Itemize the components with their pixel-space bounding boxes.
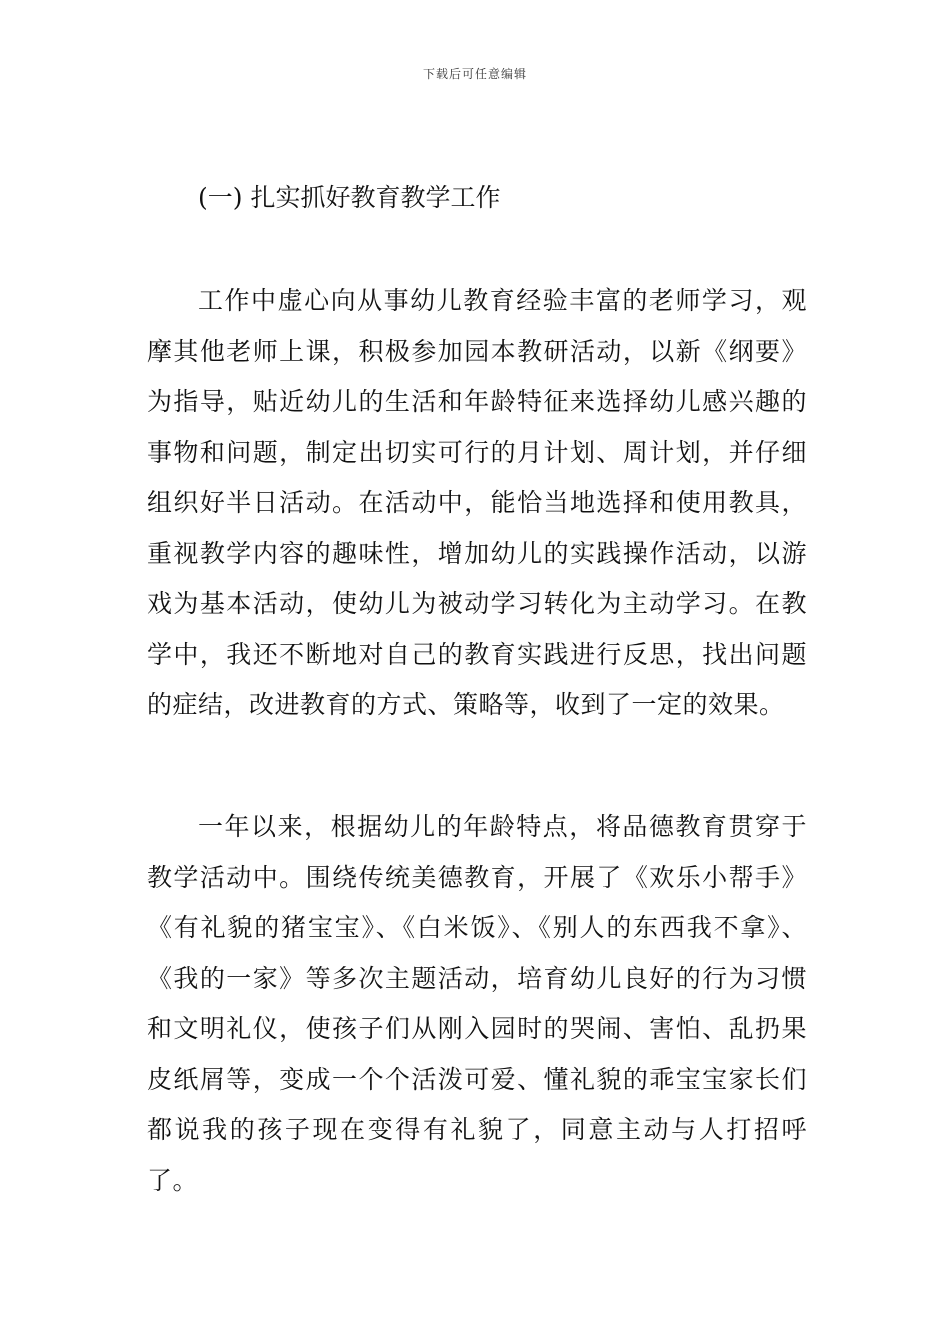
body-paragraph-1: 工作中虚心向从事幼儿教育经验丰富的老师学习，观摩其他老师上课，积极参加园本教研活动，以新《纲要》为指导，贴近幼儿的生活和年龄特征来选择幼儿感兴趣的事物和问题，制定出切实可行的月计划、周计划，并仔细组织好半日活动。在活动中，能恰当地选择和使用教具，重视教学内容的趣味性，增加幼儿的实践操作活动，以游戏为基本活动，使幼儿为被动学习转化为主动学习。在教学中，我还不断地对自己的教育实践进行反思，找出问题的症结，改进教育的方式、策略等，收到了一定的效果。 bbox=[147, 286, 807, 719]
header-note: 下载后可任意编辑 bbox=[422, 67, 527, 81]
body-paragraph-2: 一年以来，根据幼儿的年龄特点，将品德教育贯穿于教学活动中。围绕传统美德教育，开展了《欢乐小帮手》《有礼貌的猪宝宝》、《白米饭》、《别人的东西我不拿》、《我的一家》等多次主题活动，培育幼儿良好的行为习惯和文明礼仪，使孩子们从刚入园时的哭闹、害怕、乱扔果皮纸屑等，变成一个个活泼可爱、懂礼貌的乖宝宝家长们都说我的孩子现在变得有礼貌了，同意主动与人打招呼了。 bbox=[147, 812, 807, 1195]
section-heading: (一) 扎实抓好教育教学工作 bbox=[198, 183, 501, 212]
